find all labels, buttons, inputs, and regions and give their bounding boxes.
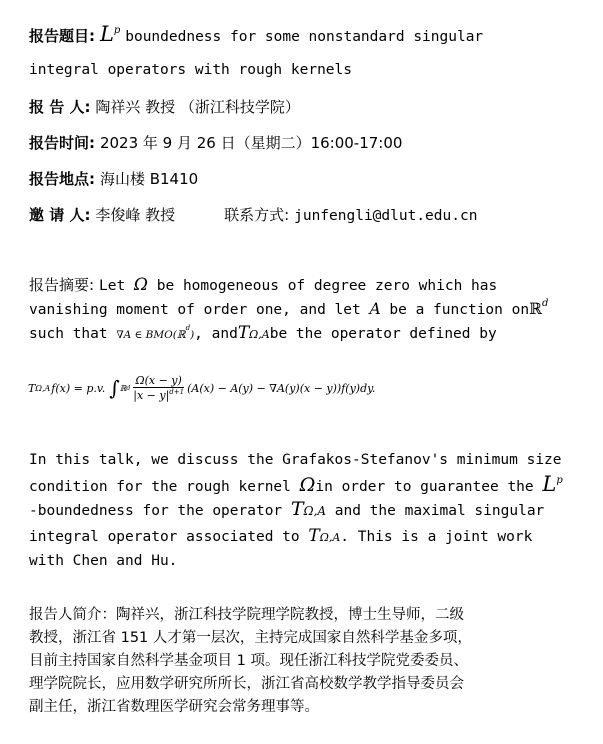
talk-text: in order to guarantee the <box>315 479 543 495</box>
fraction-denominator <box>133 388 184 402</box>
math-t-2: T <box>290 498 304 520</box>
abstract-line-2 <box>29 298 548 318</box>
integral-domain-d: d <box>126 384 131 392</box>
abstract-line-3 <box>29 323 497 343</box>
abstract-text: be the operator defined by <box>269 326 497 342</box>
place-value: 海山楼 B1410 <box>99 170 199 188</box>
operator-formula <box>28 374 375 402</box>
abstract-text: be a function on <box>380 302 530 318</box>
inviter-row <box>29 204 477 225</box>
talk-line-2 <box>29 472 563 496</box>
title-math-l: L <box>99 22 114 46</box>
bio-paragraph <box>29 604 589 719</box>
denominator-base: |x − y| <box>133 389 170 402</box>
place-row <box>29 168 198 189</box>
talk-line-3 <box>29 498 544 520</box>
bio-line: 目前主持国家自然科学基金项目 1 项。现任浙江科技学院党委委员、 <box>29 653 468 669</box>
math-t-sub: Ω,A <box>249 328 270 341</box>
talk-text: and the maximal singular <box>326 503 545 519</box>
bio-line: 报告人简介：陶祥兴，浙江科技学院理学院教授，博士生导师，二级 <box>29 607 464 623</box>
bio-line: 教授，浙江省 151 人才第一层次，主持完成国家自然科学基金多项， <box>29 630 472 646</box>
abstract-label: 报告摘要: <box>29 276 95 294</box>
place-label: 报告地点: <box>29 170 95 188</box>
speaker-label: 报 告 人: <box>29 98 91 116</box>
talk-text: integral operator associated to <box>29 529 309 545</box>
formula-lhs: T <box>28 381 36 395</box>
talk-text: . This is a joint work <box>340 529 533 545</box>
math-omega: Ω <box>133 275 149 295</box>
time-label: 报告时间: <box>29 134 95 152</box>
abstract-text: such that <box>29 326 117 342</box>
talk-line-4 <box>29 526 532 546</box>
math-condition: ∇A ∈ BMO(ℝ <box>116 329 186 341</box>
abstract-line-1 <box>29 274 497 295</box>
abstract-text: , and <box>194 326 238 342</box>
math-p: p <box>556 475 563 486</box>
integral-domain: ℝ <box>119 383 127 393</box>
title-line-1 <box>29 22 483 46</box>
time-value: 2023 年 9 月 26 日（星期二）16:00-17:00 <box>99 134 403 152</box>
abstract-text: vanishing moment of order one, and let <box>29 302 370 318</box>
abstract-text: Let <box>99 278 134 294</box>
talk-line-5: with Chen and Hu. <box>29 553 178 569</box>
title-text-1: boundedness for some nonstandard singular <box>125 29 484 45</box>
title-line-2: integral operators with rough kernels <box>29 62 353 78</box>
math-a: A <box>369 300 381 318</box>
math-t: T <box>237 323 250 343</box>
math-condition-d: d <box>185 324 191 332</box>
contact-label: 联系方式: <box>224 206 290 224</box>
contact-email[interactable]: junfengli@dlut.edu.cn <box>294 208 478 224</box>
math-omega-2: Ω <box>299 474 316 496</box>
time-row <box>29 132 402 153</box>
math-t-3-sub: Ω,A <box>319 531 341 544</box>
formula-lhs-rest: f(x) = p.v. <box>51 381 106 395</box>
speaker-value: 陶祥兴 教授 （浙江科技学院） <box>95 98 300 116</box>
math-l: L <box>542 472 557 496</box>
fraction <box>133 374 184 402</box>
bio-line: 副主任，浙江省数理医学研究会常务理事等。 <box>29 699 319 715</box>
math-d: d <box>541 298 549 309</box>
inviter-value: 李俊峰 教授 <box>95 206 176 224</box>
speaker-row <box>29 96 300 117</box>
math-t-2-sub: Ω,A <box>303 504 327 518</box>
formula-rhs: (A(x) − A(y) − ∇A(y)(x − y))f(y)dy. <box>187 381 376 395</box>
bio-line: 理学院院长，应用数学研究所所长，浙江省高校数学教学指导委员会 <box>29 676 464 692</box>
talk-line-1: In this talk, we discuss the Grafakos-Stefanov's minimum size <box>29 452 562 468</box>
abstract-text: be homogeneous of degree zero which has <box>148 278 498 294</box>
math-t-3: T <box>308 526 320 546</box>
title-math-p: p <box>113 25 121 36</box>
formula-lhs-sub: Ω,A <box>35 383 51 393</box>
fraction-numerator: Ω(x − y) <box>135 374 182 387</box>
math-condition-end: ) <box>190 329 195 341</box>
talk-text: condition for the rough kernel <box>29 479 300 495</box>
inviter-label: 邀 请 人: <box>29 206 91 224</box>
integral-sign: ∫ <box>109 376 120 400</box>
talk-text: -boundedness for the operator <box>29 503 291 519</box>
title-label: 报告题目: <box>29 27 95 45</box>
math-r: ℝ <box>529 300 542 318</box>
denominator-exp: d+1 <box>169 388 185 396</box>
